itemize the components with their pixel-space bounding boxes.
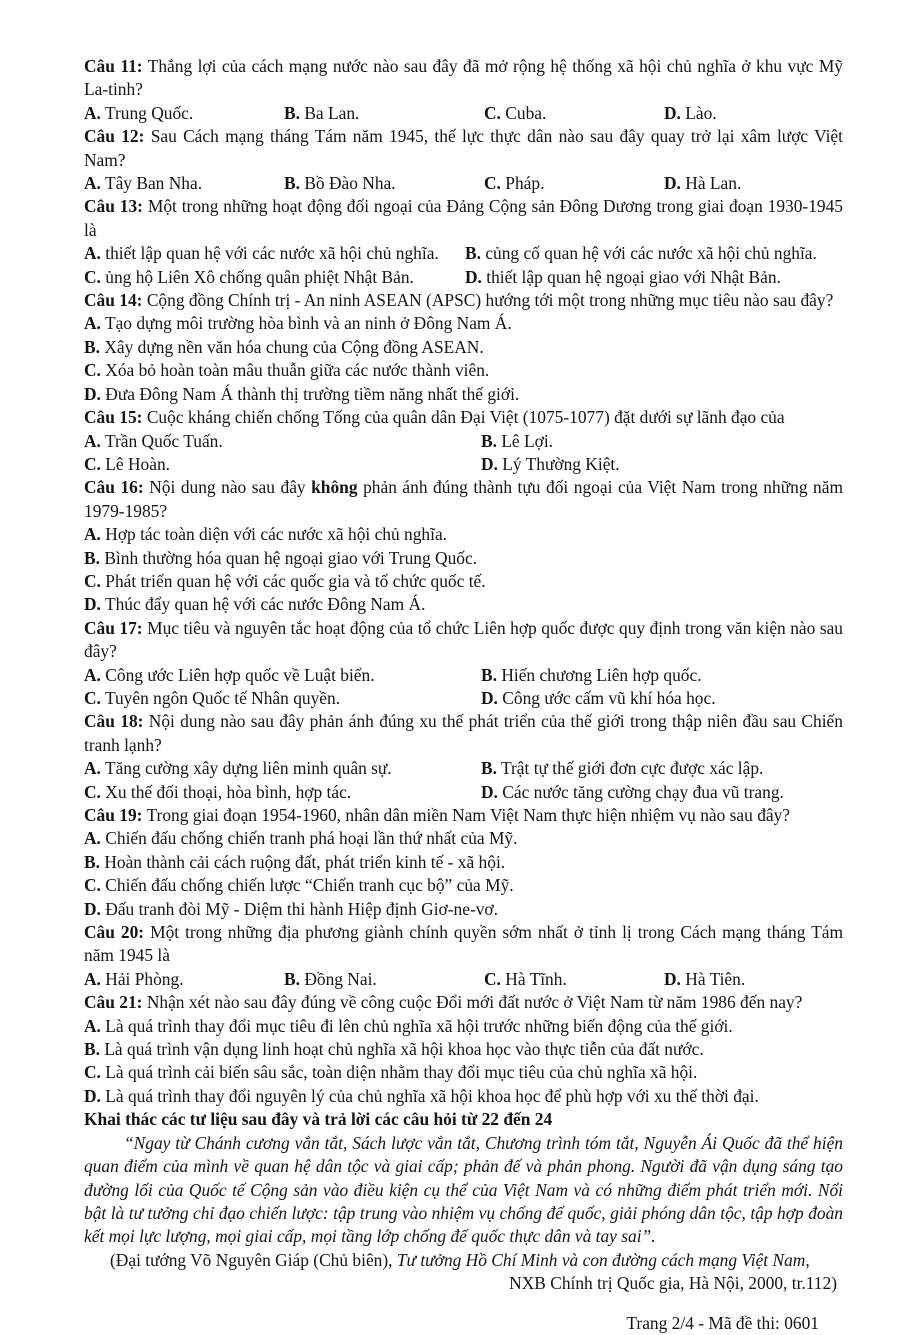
option-text: Lào. — [685, 102, 717, 123]
option-text: ủng hộ Liên Xô chống quân phiệt Nhật Bản. — [105, 266, 414, 287]
option-13-d[interactable] — [465, 266, 781, 289]
options-row-20 — [84, 968, 843, 991]
options-row-16-c — [84, 570, 843, 593]
question-text-14: Cộng đồng Chính trị - An ninh ASEAN (APSC) hướng tới một trong những mục tiêu nào sau đây? — [146, 290, 834, 311]
option-13-a[interactable] — [84, 242, 465, 265]
question-text-16-pre: Nội dung nào sau đây — [149, 477, 312, 498]
option-text: Thúc đẩy quan hệ với các nước Đông Nam Á. — [104, 594, 426, 615]
options-row-17-cd — [84, 687, 843, 710]
question-text-19: Trong giai đoạn 1954-1960, nhân dân miền Nam Việt Nam thực hiện nhiệm vụ nào sau đây? — [146, 805, 791, 825]
question-block-19 — [84, 804, 843, 921]
question-stem-15 — [84, 406, 843, 429]
option-text: Hà Tĩnh. — [505, 968, 567, 989]
option-letter: D. — [664, 968, 681, 989]
question-stem-17 — [84, 617, 843, 664]
option-20-d[interactable] — [664, 968, 745, 991]
options-row-19-d — [84, 898, 843, 921]
question-text-13: Một trong những hoạt động đối ngoại của Đảng Cộng sản Đông Dương trong giai đoạn 1930-1945 là — [84, 196, 843, 240]
option-letter: A. — [84, 664, 101, 685]
option-letter: C. — [84, 875, 101, 896]
option-13-c[interactable] — [84, 266, 465, 289]
option-letter: A. — [84, 1015, 101, 1036]
option-17-b[interactable] — [481, 664, 702, 687]
question-block-15 — [84, 406, 843, 476]
option-text: Trung Quốc. — [104, 102, 194, 123]
question-block-13 — [84, 195, 843, 289]
option-text: củng cố quan hệ với các nước xã hội chủ nghĩa. — [485, 243, 817, 264]
option-21-b[interactable] — [84, 1038, 704, 1061]
option-text: thiết lập quan hệ ngoại giao với Nhật Bản. — [486, 266, 781, 287]
option-text: Hà Lan. — [685, 173, 742, 194]
option-text: Bình thường hóa quan hệ ngoại giao với Trung Quốc. — [104, 547, 478, 568]
option-letter: B. — [465, 243, 481, 264]
options-row-16-a — [84, 523, 843, 546]
option-11-a[interactable] — [84, 102, 284, 125]
option-letter: C. — [84, 781, 101, 802]
option-text: Lê Lợi. — [501, 430, 554, 451]
question-block-21 — [84, 991, 843, 1108]
question-block-18 — [84, 710, 843, 804]
option-text: Hà Tiên. — [685, 968, 746, 989]
option-text: Cuba. — [505, 102, 547, 123]
options-row-16-b — [84, 547, 843, 570]
option-text: Là quá trình thay đổi nguyên lý của chủ nghĩa xã hội khoa học để phù hợp với xu thế thời đại. — [105, 1085, 759, 1106]
options-row-19-a — [84, 827, 843, 850]
option-text: Chiến đấu chống chiến tranh phá hoại lần thứ nhất của Mỹ. — [105, 828, 518, 849]
option-letter: B. — [84, 336, 100, 357]
question-stem-13 — [84, 195, 843, 242]
option-text: Là quá trình vận dụng linh hoạt chủ nghĩa xã hội khoa học vào thực tiễn của đất nước. — [104, 1039, 704, 1060]
option-11-b[interactable] — [284, 102, 484, 125]
option-11-d[interactable] — [664, 102, 717, 125]
option-text: Lê Hoàn. — [105, 453, 170, 474]
question-stem-16 — [84, 476, 843, 523]
option-text: Hoàn thành cải cách ruộng đất, phát triển kinh tế - xã hội. — [104, 851, 506, 872]
option-16-c[interactable] — [84, 570, 486, 593]
source-line-2 — [84, 1272, 843, 1295]
source-line-1 — [84, 1249, 843, 1272]
option-letter: B. — [481, 664, 497, 685]
option-15-c[interactable] — [84, 453, 481, 476]
option-text: Xu thế đối thoại, hòa bình, hợp tác. — [105, 781, 352, 802]
option-letter: B. — [84, 547, 100, 568]
question-block-20 — [84, 921, 843, 991]
option-letter: B. — [284, 173, 300, 194]
option-14-a[interactable] — [84, 312, 512, 335]
option-12-d[interactable] — [664, 172, 741, 195]
question-label-19: Câu 19: — [84, 805, 143, 825]
option-21-a[interactable] — [84, 1015, 733, 1038]
option-letter: B. — [481, 758, 497, 779]
question-label-20: Câu 20: — [84, 922, 145, 943]
option-letter: D. — [481, 453, 498, 474]
option-text: Ba Lan. — [304, 102, 360, 123]
option-text: Xóa bỏ hoàn toàn mâu thuẫn giữa các nước thành viên. — [105, 360, 490, 381]
question-text-21: Nhận xét nào sau đây đúng về công cuộc Đổi mới đất nước ở Việt Nam từ năm 1986 đến nay? — [142, 992, 803, 1013]
option-letter: D. — [84, 1085, 101, 1106]
option-letter: C. — [84, 360, 101, 381]
option-letter: C. — [484, 968, 501, 989]
exam-content — [84, 55, 843, 1335]
option-letter: A. — [84, 313, 101, 334]
question-stem-14 — [84, 289, 843, 312]
option-letter: D. — [481, 781, 498, 802]
option-text: Xây dựng nền văn hóa chung của Cộng đồng ASEAN. — [104, 336, 484, 357]
option-11-c[interactable] — [484, 102, 664, 125]
option-letter: B. — [284, 968, 300, 989]
option-text: Công ước Liên hợp quốc về Luật biển. — [105, 664, 375, 685]
option-19-d[interactable] — [84, 898, 498, 921]
option-text: Lý Thường Kiệt. — [502, 453, 620, 474]
question-block-16 — [84, 476, 843, 616]
question-stem-20 — [84, 921, 843, 968]
options-row-19-c — [84, 874, 843, 897]
option-letter: A. — [84, 173, 101, 194]
option-17-c[interactable] — [84, 687, 481, 710]
question-block-17 — [84, 617, 843, 711]
option-12-a[interactable] — [84, 172, 284, 195]
question-label-12: Câu 12: — [84, 126, 145, 147]
option-letter: D. — [664, 173, 681, 194]
question-label-21: Câu 21: — [84, 992, 143, 1013]
question-label-15: Câu 15: — [84, 407, 143, 428]
option-letter: C. — [484, 102, 501, 123]
question-text-12: Sau Cách mạng tháng Tám năm 1945, thế lực thực dân nào sau đây quay trở lại xâm lược Việt Nam? — [84, 126, 843, 170]
question-block-11 — [84, 55, 843, 125]
question-stem-19 — [84, 804, 843, 827]
option-text: Hải Phòng. — [105, 968, 184, 989]
option-letter: B. — [284, 102, 300, 123]
option-21-d[interactable] — [84, 1085, 759, 1108]
option-letter: A. — [84, 758, 101, 779]
option-letter: D. — [84, 594, 101, 615]
option-text: Đấu tranh đòi Mỹ - Diệm thi hành Hiệp định Giơ-ne-vơ. — [105, 898, 498, 919]
options-row-14-c — [84, 359, 843, 382]
option-20-c[interactable] — [484, 968, 664, 991]
option-17-a[interactable] — [84, 664, 481, 687]
page-footer: Trang 2/4 - Mã đề thi: 0601 — [626, 1312, 819, 1333]
option-letter: C. — [84, 453, 101, 474]
source-author: (Đại tướng Võ Nguyên Giáp (Chủ biên), — [110, 1249, 397, 1270]
option-text: Tuyên ngôn Quốc tế Nhân quyền. — [104, 687, 341, 708]
options-row-15-ab — [84, 430, 843, 453]
question-label-17: Câu 17: — [84, 617, 143, 638]
question-stem-11 — [84, 55, 843, 102]
option-14-b[interactable] — [84, 336, 484, 359]
option-letter: A. — [84, 243, 101, 264]
option-17-d[interactable] — [481, 687, 716, 710]
option-letter: D. — [465, 266, 482, 287]
option-15-d[interactable] — [481, 453, 620, 476]
option-16-b[interactable] — [84, 547, 477, 570]
options-row-19-b — [84, 851, 843, 874]
options-row-18-ab — [84, 757, 843, 780]
material-quote — [84, 1132, 843, 1249]
options-row-17-ab — [84, 664, 843, 687]
option-text: Phát triển quan hệ với các quốc gia và tổ chức quốc tế. — [105, 570, 486, 591]
question-label-16: Câu 16: — [84, 477, 144, 498]
option-text: Đưa Đông Nam Á thành thị trường tiềm năng nhất thế giới. — [105, 383, 520, 404]
option-15-a[interactable] — [84, 430, 481, 453]
options-row-11 — [84, 102, 843, 125]
question-label-18: Câu 18: — [84, 711, 144, 732]
source-title: Tư tưởng Hồ Chí Minh và con đường cách mạng Việt Nam, — [396, 1249, 810, 1270]
option-letter: A. — [84, 968, 101, 989]
option-text: Các nước tăng cường chạy đua vũ trang. — [502, 781, 784, 802]
option-text: Tăng cường xây dựng liên minh quân sự. — [104, 758, 392, 779]
option-letter: C. — [484, 173, 501, 194]
options-row-14-b — [84, 336, 843, 359]
question-label-13: Câu 13: — [84, 196, 143, 217]
options-row-16-d — [84, 593, 843, 616]
options-row-14-d — [84, 383, 843, 406]
options-row-18-cd — [84, 781, 843, 804]
question-emphasis-16: không — [311, 477, 358, 498]
option-18-a[interactable] — [84, 757, 481, 780]
option-text: thiết lập quan hệ với các nước xã hội chủ nghĩa. — [105, 243, 439, 264]
option-16-a[interactable] — [84, 523, 447, 546]
option-13-b[interactable] — [465, 242, 817, 265]
option-letter: D. — [664, 102, 681, 123]
option-letter: A. — [84, 828, 101, 849]
option-letter: A. — [84, 430, 101, 451]
material-quote-text: “Ngay từ Chánh cương vắn tắt, Sách lược vắn tắt, Chương trình tóm tắt, Nguyễn Ái Quốc đã thể hiện quan điểm của mình về quan hệ dân tộc và giai cấp; phản đế và phản phong. Người đã vận dụng sáng tạo đường lối của Quốc tế Cộng sản vào điều kiện cụ thể của Việt Nam và có những điểm phát triển mới. Nổi bật là tư tưởng chỉ đạo chiến lược: tập trung vào nhiệm vụ chống đế quốc, giải phóng dân tộc, tập hợp đoàn kết mọi lực lượng, mọi giai cấp, mọi tầng lớp chống đế quốc thực dân và tay sai”. — [84, 1132, 843, 1247]
option-15-b[interactable] — [481, 430, 553, 453]
option-text: Là quá trình cải biến sâu sắc, toàn diện nhằm thay đổi mục tiêu của chủ nghĩa xã hội. — [105, 1062, 698, 1083]
source-publisher: NXB Chính trị Quốc gia, Hà Nội, 2000, tr.112) — [509, 1273, 837, 1294]
option-letter: B. — [84, 851, 100, 872]
options-row-21-c — [84, 1061, 843, 1084]
option-18-d[interactable] — [481, 781, 784, 804]
option-12-c[interactable] — [484, 172, 664, 195]
option-19-c[interactable] — [84, 874, 514, 897]
question-text-18: Nội dung nào sau đây phản ánh đúng xu thế phát triển của thế giới trong thập niên đầu sau Chiến tranh lạnh? — [84, 711, 843, 755]
options-row-14-a — [84, 312, 843, 335]
question-stem-18 — [84, 710, 843, 757]
question-text-16-post: phản ánh đúng thành tựu đối ngoại của Việt Nam trong những năm 1979-1985? — [84, 477, 843, 521]
option-18-c[interactable] — [84, 781, 481, 804]
option-text: Bồ Đào Nha. — [304, 173, 396, 194]
option-text: Công ước cấm vũ khí hóa học. — [502, 687, 716, 708]
question-label-14: Câu 14: — [84, 290, 143, 311]
option-text: Trật tự thế giới đơn cực được xác lập. — [501, 758, 764, 779]
question-block-14 — [84, 289, 843, 406]
question-stem-21 — [84, 991, 843, 1014]
option-letter: D. — [481, 687, 498, 708]
option-text: Là quá trình thay đổi mục tiêu đi lên chủ nghĩa xã hội trước những biến động của thế giới. — [105, 1015, 733, 1036]
option-text: Trần Quốc Tuấn. — [104, 430, 223, 451]
option-text: Hiến chương Liên hợp quốc. — [501, 664, 702, 685]
option-letter: C. — [84, 266, 101, 287]
option-text: Pháp. — [505, 173, 545, 194]
question-stem-12 — [84, 125, 843, 172]
option-text: Đồng Nai. — [304, 968, 377, 989]
option-18-b[interactable] — [481, 757, 763, 780]
option-letter: C. — [84, 570, 101, 591]
option-20-b[interactable] — [284, 968, 484, 991]
question-block-12 — [84, 125, 843, 195]
question-text-11: Thắng lợi của cách mạng nước nào sau đây đã mở rộng hệ thống xã hội chủ nghĩa ở khu vực Mỹ La-tinh? — [84, 56, 843, 100]
question-label-11: Câu 11: — [84, 56, 143, 76]
option-letter: D. — [84, 383, 101, 404]
options-row-12 — [84, 172, 843, 195]
option-12-b[interactable] — [284, 172, 484, 195]
material-instruction: Khai thác các tư liệu sau đây và trả lời các câu hỏi từ 22 đến 24 — [84, 1109, 553, 1130]
option-letter: B. — [84, 1039, 100, 1060]
option-19-b[interactable] — [84, 851, 505, 874]
option-letter: B. — [481, 430, 497, 451]
question-text-15: Cuộc kháng chiến chống Tống của quân dân Đại Việt (1075-1077) đặt dưới sự lãnh đạo của — [146, 407, 785, 428]
option-text: Tạo dựng môi trường hòa bình và an ninh ở Đông Nam Á. — [104, 313, 512, 334]
option-16-d[interactable] — [84, 593, 425, 616]
options-row-13-cd — [84, 266, 843, 289]
option-text: Hợp tác toàn diện với các nước xã hội chủ nghĩa. — [105, 524, 448, 545]
option-19-a[interactable] — [84, 827, 517, 850]
option-letter: A. — [84, 102, 101, 123]
option-letter: A. — [84, 524, 101, 545]
options-row-21-a — [84, 1015, 843, 1038]
options-row-13-ab — [84, 242, 843, 265]
option-text: Chiến đấu chống chiến lược “Chiến tranh cục bộ” của Mỹ. — [105, 875, 514, 896]
option-letter: C. — [84, 687, 101, 708]
option-14-c[interactable] — [84, 359, 489, 382]
option-letter: D. — [84, 898, 101, 919]
option-text: Tây Ban Nha. — [104, 173, 203, 194]
options-row-21-d — [84, 1085, 843, 1108]
question-text-17: Mục tiêu và nguyên tắc hoạt động của tổ chức Liên hợp quốc được quy định trong văn kiện nào sau đây? — [84, 617, 843, 662]
option-20-a[interactable] — [84, 968, 284, 991]
option-14-d[interactable] — [84, 383, 519, 406]
option-letter: C. — [84, 1062, 101, 1083]
question-text-20: Một trong những địa phương giành chính quyền sớm nhất ở tỉnh lị trong Cách mạng tháng Tám năm 1945 là — [84, 922, 843, 966]
options-row-21-b — [84, 1038, 843, 1061]
option-21-c[interactable] — [84, 1061, 697, 1084]
options-row-15-cd — [84, 453, 843, 476]
